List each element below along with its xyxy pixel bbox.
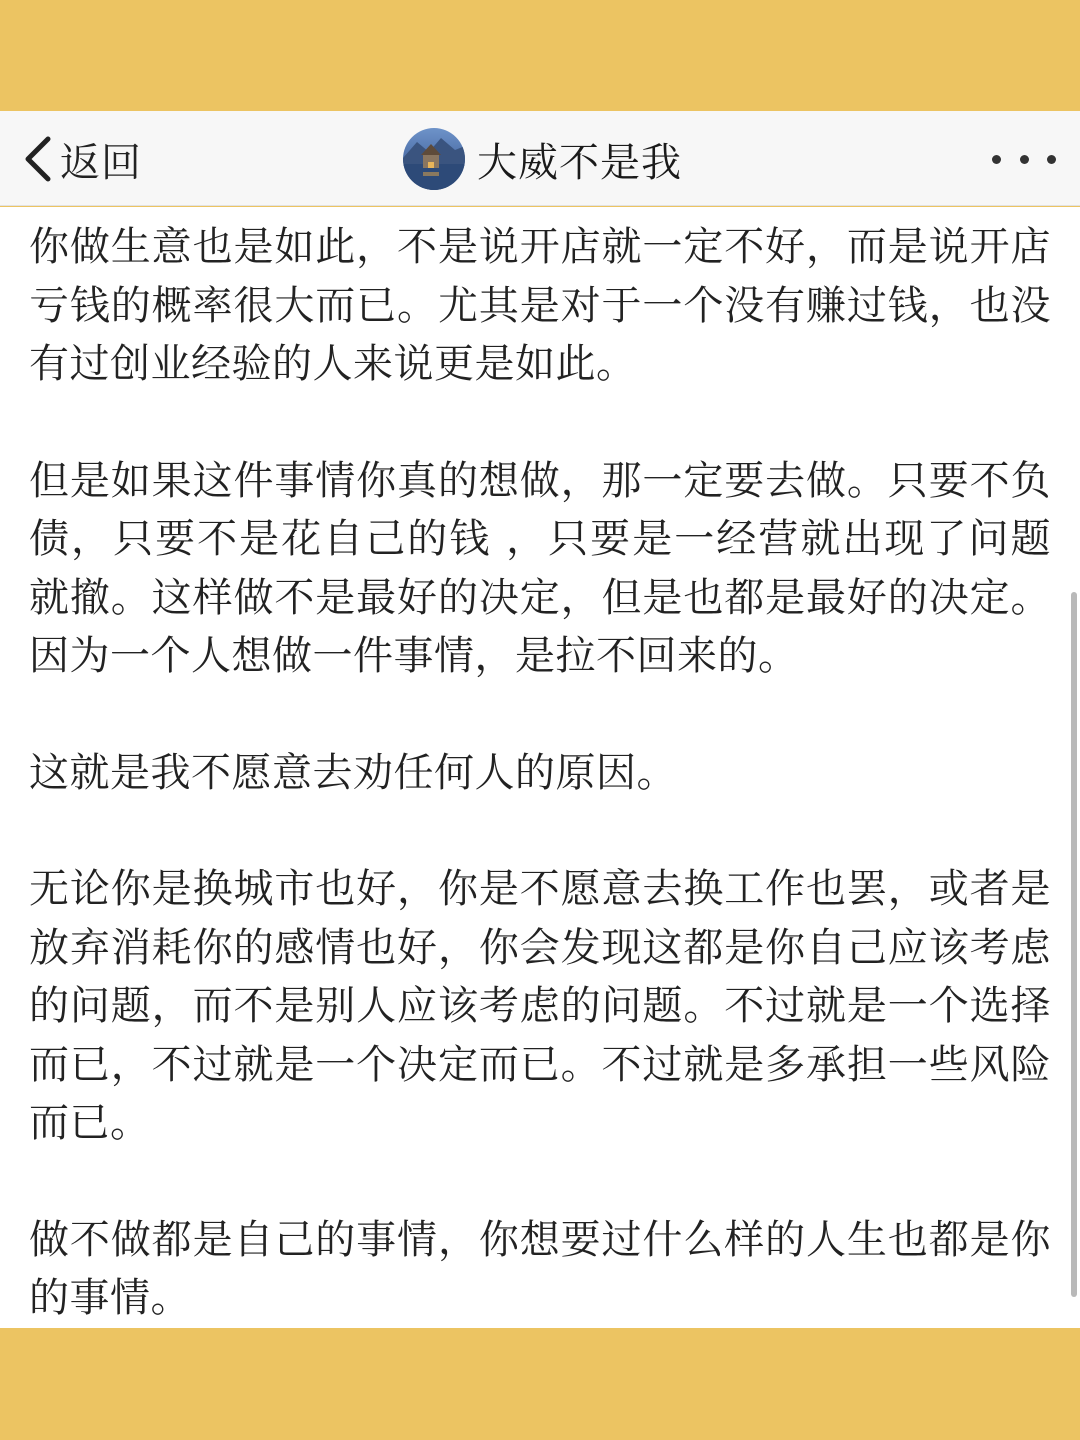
- more-options-button[interactable]: [992, 139, 1056, 179]
- avatar[interactable]: [403, 128, 465, 190]
- navigation-bar: [0, 111, 1080, 206]
- article-content[interactable]: [0, 207, 1080, 1328]
- top-color-band: [0, 0, 1080, 111]
- article-paragraph: 这就是我不愿意去劝任何人的原因。: [29, 749, 677, 796]
- article-paragraph: 做不做都是自己的事情，你想要过什么样的人生也都是你的事情。: [29, 1216, 1051, 1321]
- vertical-scrollbar[interactable]: [1071, 592, 1077, 1297]
- article-paragraph: 但是如果这件事情你真的想做，那一定要去做。只要不负债，只要不是花自己的钱 ，只要是一经营就出现了问题就撤。这样做不是最好的决定，但是也都是最好的决定。因为一个人想做一件事情，是拉不回来的。: [29, 457, 1051, 679]
- page-title: 大威不是我: [477, 139, 682, 186]
- back-label: 返回: [60, 139, 142, 186]
- more-dot-icon: [992, 155, 1001, 164]
- article-body: [29, 218, 1051, 1328]
- chevron-left-icon: [20, 132, 56, 186]
- bottom-color-band: [0, 1328, 1080, 1440]
- author-header[interactable]: [403, 119, 682, 199]
- article-paragraph: 无论你是换城市也好，你是不愿意去换工作也罢，或者是放弃消耗你的感情也好，你会发现这都是你自己应该考虑的问题，而不是别人应该考虑的问题。不过就是一个选择而已，不过就是一个决定而已。不过就是多承担一些风险而已。: [29, 866, 1051, 1146]
- more-dot-icon: [1047, 155, 1056, 164]
- article-paragraph: 你做生意也是如此，不是说开店就一定不好，而是说开店亏钱的概率很大而已。尤其是对于一个没有赚过钱，也没有过创业经验的人来说更是如此。: [29, 224, 1051, 387]
- more-dot-icon: [1020, 155, 1029, 164]
- back-button[interactable]: [20, 129, 142, 189]
